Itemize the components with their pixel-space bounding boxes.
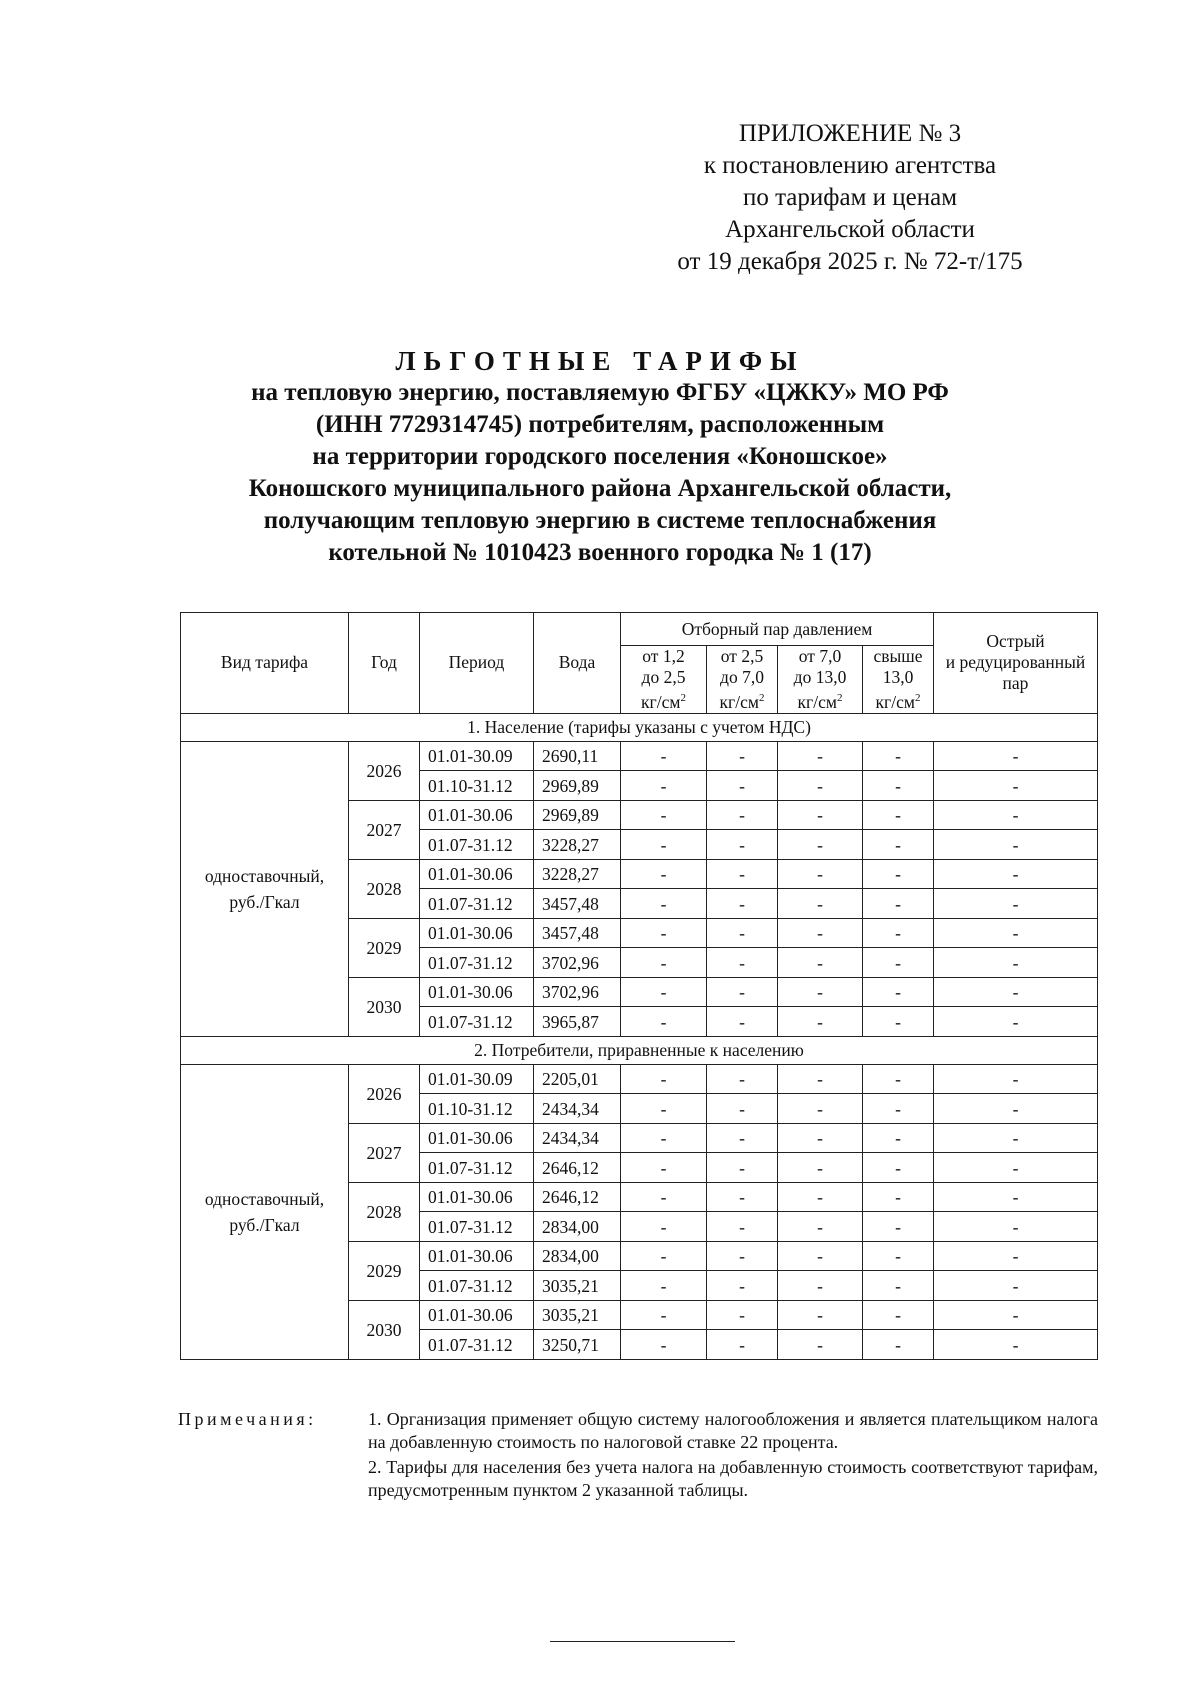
period-cell: 01.01-30.06 [420,977,534,1007]
steam-1-2-2-5-cell: - [621,1182,707,1212]
water-value-cell: 2969,89 [534,771,621,801]
unit-exponent: 2 [758,692,765,704]
water-value-cell: 2969,89 [534,800,621,830]
sharp-steam-cell: - [934,1271,1098,1301]
section-title: 1. Население (тарифы указаны с учетом НДС) [181,713,1098,741]
appendix-line: по тарифам и ценам [742,184,958,211]
steam-1-2-2-5-cell: - [621,977,707,1007]
period-cell: 01.01-30.06 [420,800,534,830]
range-unit [707,688,777,713]
water-value-cell: 3965,87 [534,1007,621,1037]
steam-7-13-cell: - [778,771,863,801]
steam-7-13-cell: - [778,1153,863,1183]
water-value-cell: 3035,21 [534,1300,621,1330]
steam-over-13-cell: - [863,1300,934,1330]
document-title [150,345,1050,569]
appendix-date-number: от 19 декабря 2025 г. № 72-т/175 [677,248,1023,275]
tariff-unit-line: руб./Гкал [229,891,300,912]
water-value-cell: 2434,34 [534,1094,621,1124]
steam-over-13-cell: - [863,1153,934,1183]
header-year: Год [349,613,420,714]
appendix-header [600,118,1100,278]
steam-2-5-7-cell: - [707,741,778,771]
range-unit [778,688,862,713]
appendix-line: к постановлению агентства [703,152,997,179]
sharp-steam-cell: - [934,918,1098,948]
range-unit [863,688,933,713]
header-steam-group: Отборный пар давлением [621,613,934,646]
period-cell: 01.01-30.06 [420,1241,534,1271]
water-value-cell: 2834,00 [534,1241,621,1271]
title-line: (ИНН 7729314745) потребителям, расположенным [315,411,885,438]
sharp-steam-cell: - [934,1094,1098,1124]
sharp-steam-cell: - [934,1241,1098,1271]
unit-exponent: 2 [680,692,686,704]
period-cell: 01.01-30.06 [420,918,534,948]
water-value-cell: 2646,12 [534,1153,621,1183]
header-sharp-line: и редуцированный [945,652,1086,673]
header-steam-range [707,646,778,714]
steam-over-13-cell: - [863,1330,934,1360]
water-value-cell: 3228,27 [534,830,621,860]
sharp-steam-cell: - [934,1300,1098,1330]
steam-2-5-7-cell: - [707,948,778,978]
steam-over-13-cell: - [863,889,934,919]
steam-7-13-cell: - [778,889,863,919]
steam-2-5-7-cell: - [707,1153,778,1183]
sharp-steam-cell: - [934,830,1098,860]
steam-2-5-7-cell: - [707,771,778,801]
header-steam-range [621,646,707,714]
water-value-cell: 3250,71 [534,1330,621,1360]
period-cell: 01.07-31.12 [420,1153,534,1183]
steam-1-2-2-5-cell: - [621,771,707,801]
range-to: до 13,0 [793,667,847,687]
header-sharp-steam [934,613,1098,714]
range-from: от 7,0 [798,646,842,666]
steam-2-5-7-cell: - [707,918,778,948]
tariff-type-line: одноставочный, [204,865,325,886]
unit-text: кг/см [641,691,681,712]
steam-over-13-cell: - [863,1241,934,1271]
year-cell: 2028 [349,859,420,918]
steam-7-13-cell: - [778,1300,863,1330]
steam-over-13-cell: - [863,1123,934,1153]
period-cell: 01.07-31.12 [420,1271,534,1301]
steam-2-5-7-cell: - [707,1330,778,1360]
year-cell: 2027 [349,1123,420,1182]
period-cell: 01.07-31.12 [420,948,534,978]
steam-1-2-2-5-cell: - [621,1271,707,1301]
steam-1-2-2-5-cell: - [621,1064,707,1094]
unit-text: кг/см [875,691,915,712]
period-cell: 01.10-31.12 [420,1094,534,1124]
title-line: на тепловую энергию, поставляемую ФГБУ «ЦЖКУ» МО РФ [251,379,949,406]
tariff-table [180,612,1098,1360]
steam-1-2-2-5-cell: - [621,800,707,830]
steam-over-13-cell: - [863,1064,934,1094]
steam-1-2-2-5-cell: - [621,1094,707,1124]
notes-label: Примечания: [178,1409,317,1429]
steam-over-13-cell: - [863,771,934,801]
sharp-steam-cell: - [934,771,1098,801]
steam-7-13-cell: - [778,918,863,948]
steam-1-2-2-5-cell: - [621,1330,707,1360]
steam-2-5-7-cell: - [707,1212,778,1242]
steam-over-13-cell: - [863,948,934,978]
water-value-cell: 3035,21 [534,1271,621,1301]
tariff-type-line: одноставочный, [204,1188,325,1209]
steam-2-5-7-cell: - [707,1007,778,1037]
period-cell: 01.01-30.06 [420,1182,534,1212]
steam-7-13-cell: - [778,1212,863,1242]
steam-over-13-cell: - [863,830,934,860]
header-steam-range [778,646,863,714]
steam-1-2-2-5-cell: - [621,1212,707,1242]
header-period: Период [420,613,534,714]
steam-7-13-cell: - [778,741,863,771]
section-row [181,1036,1098,1064]
steam-over-13-cell: - [863,1271,934,1301]
steam-2-5-7-cell: - [707,889,778,919]
steam-1-2-2-5-cell: - [621,1300,707,1330]
title-line: получающим тепловую энергию в системе теплоснабжения [263,507,937,534]
title-line: Коношского муниципального района Архангельской области, [248,475,952,502]
steam-2-5-7-cell: - [707,1241,778,1271]
water-value-cell: 2690,11 [534,741,621,771]
year-cell: 2026 [349,1064,420,1123]
water-value-cell: 3702,96 [534,948,621,978]
period-cell: 01.07-31.12 [420,1212,534,1242]
unit-text: кг/см [719,691,759,712]
sharp-steam-cell: - [934,1123,1098,1153]
steam-7-13-cell: - [778,1007,863,1037]
steam-7-13-cell: - [778,800,863,830]
steam-2-5-7-cell: - [707,859,778,889]
header-sharp-line: пар [1002,673,1029,694]
steam-over-13-cell: - [863,1212,934,1242]
steam-2-5-7-cell: - [707,1271,778,1301]
year-cell: 2026 [349,741,420,800]
steam-7-13-cell: - [778,1271,863,1301]
water-value-cell: 3228,27 [534,859,621,889]
header-steam-range [863,646,934,714]
steam-over-13-cell: - [863,1007,934,1037]
steam-7-13-cell: - [778,1182,863,1212]
period-cell: 01.07-31.12 [420,889,534,919]
steam-over-13-cell: - [863,977,934,1007]
title-line: на территории городского поселения «Коношское» [312,443,888,470]
steam-1-2-2-5-cell: - [621,1153,707,1183]
title-line: котельной № 1010423 военного городка № 1 (17) [328,539,872,566]
range-to: до 2,5 [641,667,686,687]
steam-2-5-7-cell: - [707,1123,778,1153]
period-cell: 01.07-31.12 [420,1007,534,1037]
water-value-cell: 2434,34 [534,1123,621,1153]
period-cell: 01.01-30.06 [420,1123,534,1153]
range-from: свыше [873,646,923,666]
steam-7-13-cell: - [778,859,863,889]
sharp-steam-cell: - [934,800,1098,830]
steam-1-2-2-5-cell: - [621,1007,707,1037]
steam-1-2-2-5-cell: - [621,859,707,889]
unit-exponent: 2 [836,692,843,704]
year-cell: 2030 [349,1300,420,1359]
appendix-line: Архангельской области [725,216,975,243]
sharp-steam-cell: - [934,1182,1098,1212]
table-row [181,741,1098,771]
water-value-cell: 2646,12 [534,1182,621,1212]
period-cell: 01.01-30.09 [420,1064,534,1094]
sharp-steam-cell: - [934,1330,1098,1360]
notes-list [368,1408,1098,1504]
period-cell: 01.01-30.06 [420,859,534,889]
steam-2-5-7-cell: - [707,1094,778,1124]
title-heading: ЛЬГОТНЫЕ ТАРИФЫ [395,346,805,376]
unit-exponent: 2 [914,692,921,704]
appendix-number: ПРИЛОЖЕНИЕ № 3 [738,120,962,147]
steam-7-13-cell: - [778,1123,863,1153]
period-cell: 01.01-30.06 [420,1300,534,1330]
period-cell: 01.10-31.12 [420,771,534,801]
sharp-steam-cell: - [934,948,1098,978]
steam-7-13-cell: - [778,830,863,860]
steam-7-13-cell: - [778,948,863,978]
steam-over-13-cell: - [863,859,934,889]
note-item: 2. Тарифы для населения без учета налога на добавленную стоимость соответствуют тарифам, предусмотренным пунктом 2 указанной таблицы. [368,1457,1098,1500]
steam-1-2-2-5-cell: - [621,1123,707,1153]
unit-text: кг/см [797,691,837,712]
steam-7-13-cell: - [778,1241,863,1271]
steam-over-13-cell: - [863,741,934,771]
sharp-steam-cell: - [934,741,1098,771]
header-water: Вода [534,613,621,714]
period-cell: 01.07-31.12 [420,830,534,860]
water-value-cell: 3702,96 [534,977,621,1007]
closing-rule [550,1641,735,1642]
range-to: до 7,0 [720,667,764,687]
year-cell: 2029 [349,1241,420,1300]
steam-1-2-2-5-cell: - [621,830,707,860]
note-item: 1. Организация применяет общую систему налогообложения и является плательщиком налога на добавленную стоимость по налоговой ставке 22 процента. [368,1409,1098,1452]
steam-7-13-cell: - [778,1330,863,1360]
header-sharp-line: Острый [986,631,1045,652]
water-value-cell: 2834,00 [534,1212,621,1242]
steam-7-13-cell: - [778,977,863,1007]
steam-2-5-7-cell: - [707,1182,778,1212]
sharp-steam-cell: - [934,1212,1098,1242]
steam-2-5-7-cell: - [707,800,778,830]
water-value-cell: 3457,48 [534,918,621,948]
sharp-steam-cell: - [934,1064,1098,1094]
period-cell: 01.01-30.09 [420,741,534,771]
steam-over-13-cell: - [863,1094,934,1124]
range-from: от 2,5 [720,646,764,666]
steam-7-13-cell: - [778,1094,863,1124]
steam-1-2-2-5-cell: - [621,948,707,978]
year-cell: 2028 [349,1182,420,1241]
tariff-unit-line: руб./Гкал [229,1214,300,1235]
tariff-table-wrapper [180,612,1098,1360]
table-row [181,1064,1098,1094]
steam-over-13-cell: - [863,800,934,830]
sharp-steam-cell: - [934,859,1098,889]
tariff-type-cell [181,1064,349,1359]
water-value-cell: 2205,01 [534,1064,621,1094]
steam-2-5-7-cell: - [707,830,778,860]
steam-2-5-7-cell: - [707,1064,778,1094]
sharp-steam-cell: - [934,1007,1098,1037]
steam-1-2-2-5-cell: - [621,741,707,771]
sharp-steam-cell: - [934,889,1098,919]
steam-2-5-7-cell: - [707,977,778,1007]
section-row [181,713,1098,741]
range-from: от 1,2 [642,646,685,666]
range-unit [621,688,706,713]
sharp-steam-cell: - [934,977,1098,1007]
steam-1-2-2-5-cell: - [621,1241,707,1271]
steam-7-13-cell: - [778,1064,863,1094]
tariff-type-cell [181,741,349,1036]
year-cell: 2029 [349,918,420,977]
steam-2-5-7-cell: - [707,1300,778,1330]
steam-1-2-2-5-cell: - [621,918,707,948]
year-cell: 2030 [349,977,420,1036]
year-cell: 2027 [349,800,420,859]
steam-over-13-cell: - [863,1182,934,1212]
steam-over-13-cell: - [863,918,934,948]
header-tariff-type: Вид тарифа [181,613,349,714]
sharp-steam-cell: - [934,1153,1098,1183]
section-title: 2. Потребители, приравненные к населению [181,1036,1098,1064]
period-cell: 01.07-31.12 [420,1330,534,1360]
water-value-cell: 3457,48 [534,889,621,919]
range-to: 13,0 [882,667,914,687]
steam-1-2-2-5-cell: - [621,889,707,919]
